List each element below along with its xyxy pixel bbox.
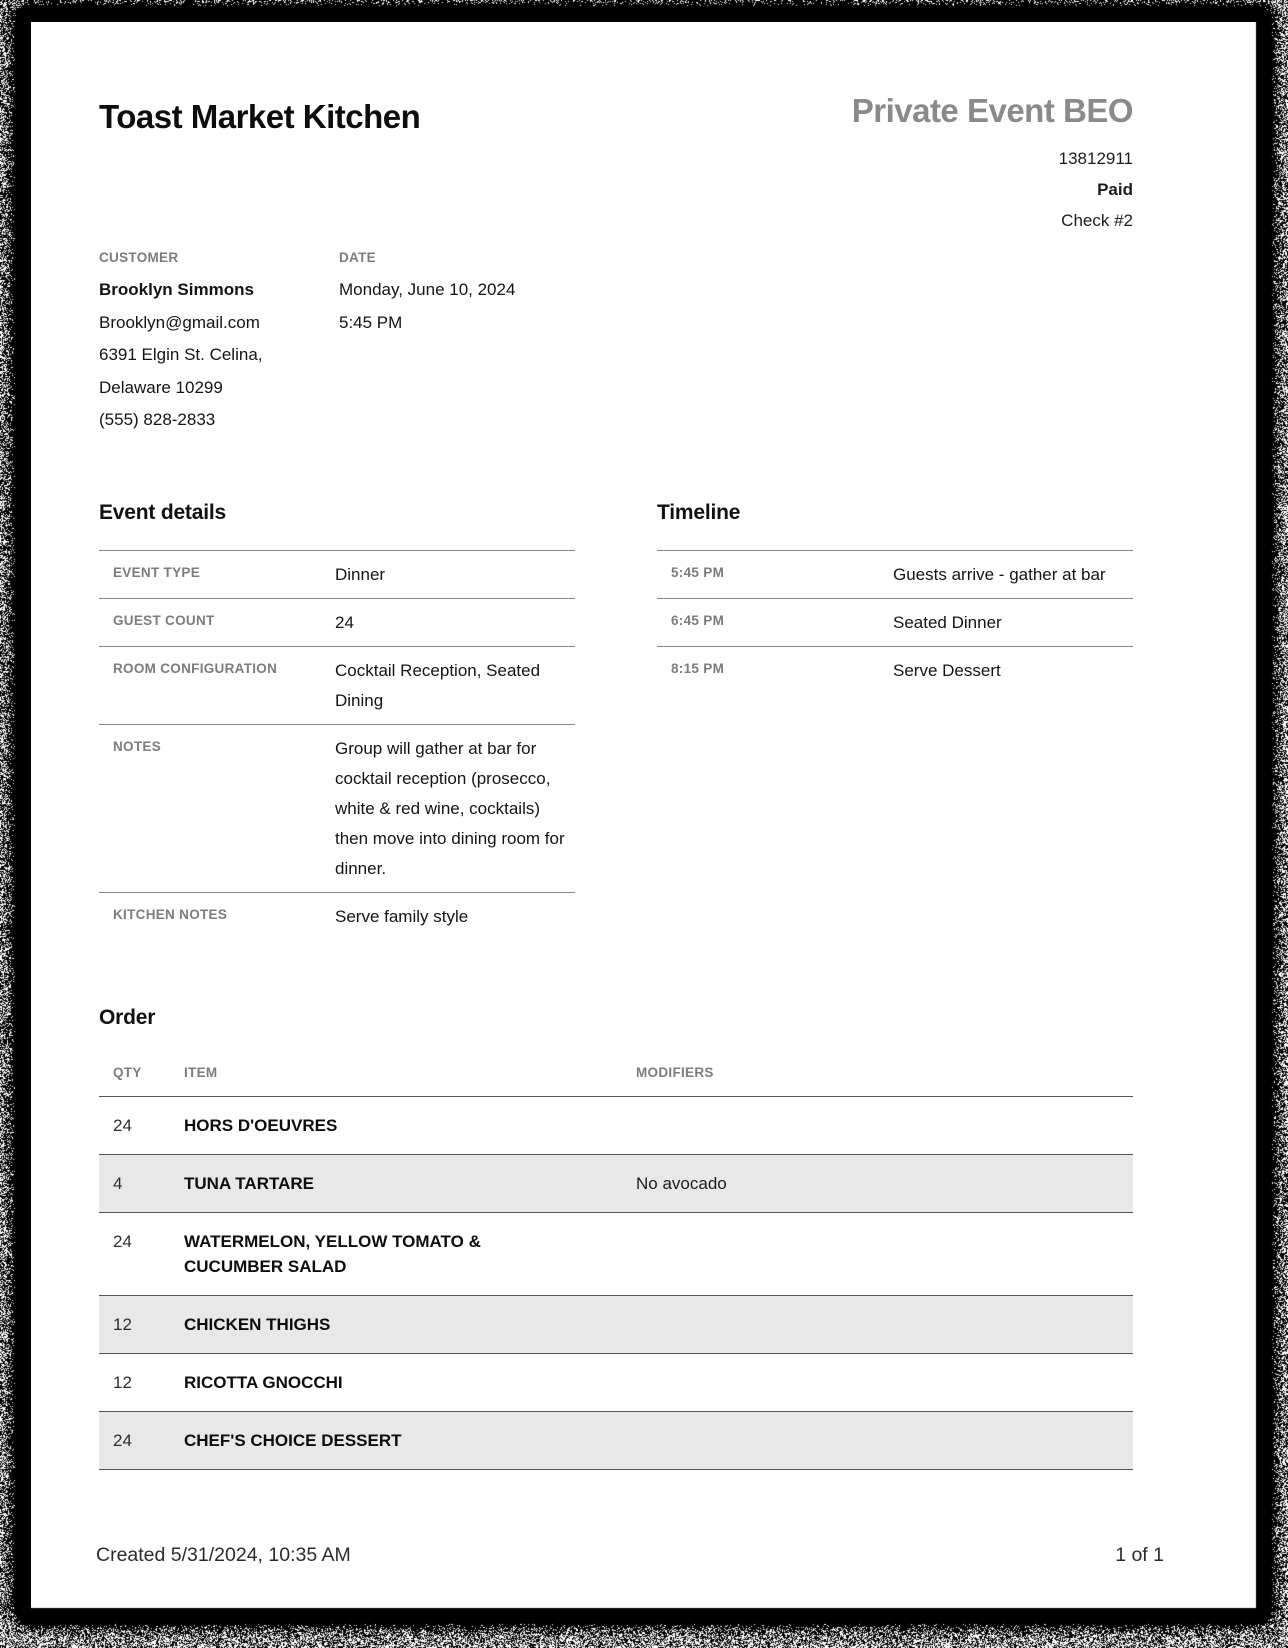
order-number: 13812911	[1058, 149, 1133, 168]
page-content	[99, 22, 1133, 1470]
timeline-time: 8:15 PM	[671, 660, 725, 676]
timeline-time: 5:45 PM	[671, 564, 725, 580]
column-header-qty: QTY	[113, 1064, 142, 1080]
contact-section	[99, 250, 1133, 437]
details-timeline-section	[99, 501, 1133, 940]
customer-label: CUSTOMER	[99, 250, 179, 265]
table-row	[99, 1411, 1133, 1469]
item-modifiers	[636, 1229, 1133, 1279]
order-section	[99, 1006, 1133, 1470]
row-label: GUEST COUNT	[113, 612, 215, 628]
timeline-event: Serve Dessert	[893, 660, 1001, 680]
item-name: WATERMELON, YELLOW TOMATO & CUCUMBER SALAD	[184, 1231, 481, 1276]
timeline-event: Seated Dinner	[893, 612, 1002, 632]
item-name: CHEF'S CHOICE DESSERT	[184, 1430, 402, 1450]
table-row	[99, 724, 575, 892]
row-value: Cocktail Reception, Seated Dining	[335, 660, 541, 710]
row-value: Group will gather at bar for cocktail reception (prosecco, white & red wine, cocktails) then move into dining room for dinner.	[335, 738, 565, 878]
order-heading: Order	[99, 1005, 156, 1029]
item-qty: 12	[113, 1314, 132, 1334]
item-modifiers	[636, 1312, 1133, 1337]
timeline-table	[657, 550, 1133, 694]
event-date: Monday, June 10, 2024	[339, 280, 516, 299]
timeline-event: Guests arrive - gather at bar	[893, 564, 1106, 584]
restaurant-name: Toast Market Kitchen	[99, 98, 421, 135]
table-row	[99, 550, 575, 598]
timeline-heading: Timeline	[657, 500, 741, 524]
table-row	[657, 598, 1133, 646]
payment-status-badge: Paid	[1097, 180, 1133, 199]
item-qty: 12	[113, 1372, 132, 1392]
customer-address-line1: 6391 Elgin St. Celina,	[99, 345, 263, 364]
order-rows	[99, 1096, 1133, 1470]
item-name: CHICKEN THIGHS	[184, 1314, 331, 1334]
header-meta	[852, 94, 1133, 236]
customer-phone: (555) 828-2833	[99, 410, 216, 429]
page-number: 1 of 1	[1115, 1544, 1164, 1566]
column-header-modifiers: MODIFIERS	[636, 1064, 714, 1080]
beo-document-page	[31, 22, 1255, 1607]
item-qty: 24	[113, 1115, 132, 1135]
date-block	[339, 250, 515, 437]
timeline-time: 6:45 PM	[671, 612, 725, 628]
item-name: HORS D'OEUVRES	[184, 1115, 338, 1135]
event-time: 5:45 PM	[339, 312, 403, 332]
table-row	[99, 1353, 1133, 1411]
table-row	[99, 598, 575, 646]
item-modifiers	[636, 1428, 1133, 1453]
document-header	[99, 22, 1133, 236]
row-label: ROOM CONFIGURATION	[113, 660, 278, 676]
row-value: 24	[335, 612, 354, 632]
event-details-heading: Event details	[99, 500, 226, 524]
column-header-item: ITEM	[184, 1064, 218, 1080]
item-modifiers	[636, 1113, 1133, 1138]
item-qty: 24	[113, 1430, 132, 1450]
row-value: Dinner	[335, 564, 386, 584]
customer-email: Brooklyn@gmail.com	[99, 312, 260, 332]
event-details-table	[99, 550, 575, 940]
table-row	[657, 550, 1133, 598]
item-name: TUNA TARTARE	[184, 1173, 314, 1193]
item-qty: 24	[113, 1231, 132, 1251]
item-name: RICOTTA GNOCCHI	[184, 1372, 343, 1392]
item-modifiers: No avocado	[636, 1173, 727, 1193]
customer-block	[99, 250, 339, 437]
page-footer	[96, 1544, 1164, 1567]
item-qty: 4	[113, 1173, 123, 1193]
customer-address-line2: Delaware 10299	[99, 377, 223, 397]
created-timestamp: Created 5/31/2024, 10:35 AM	[96, 1544, 351, 1566]
table-row	[99, 1096, 1133, 1154]
table-row	[99, 1295, 1133, 1353]
timeline-block	[657, 501, 1133, 940]
row-label: KITCHEN NOTES	[113, 906, 228, 922]
order-table	[99, 1055, 1133, 1470]
event-details-block	[99, 501, 575, 940]
document-title: Private Event BEO	[851, 92, 1133, 129]
row-label: NOTES	[113, 738, 162, 754]
table-row	[99, 892, 575, 940]
row-label: EVENT TYPE	[113, 564, 201, 580]
date-label: DATE	[339, 250, 376, 265]
table-row	[99, 1212, 1133, 1295]
item-modifiers	[636, 1370, 1133, 1395]
customer-name: Brooklyn Simmons	[99, 280, 254, 299]
order-table-header	[99, 1055, 1133, 1096]
table-row	[99, 646, 575, 724]
row-value: Serve family style	[335, 906, 469, 926]
check-number: Check #2	[1061, 211, 1133, 230]
table-row	[99, 1154, 1133, 1212]
table-row	[657, 646, 1133, 694]
